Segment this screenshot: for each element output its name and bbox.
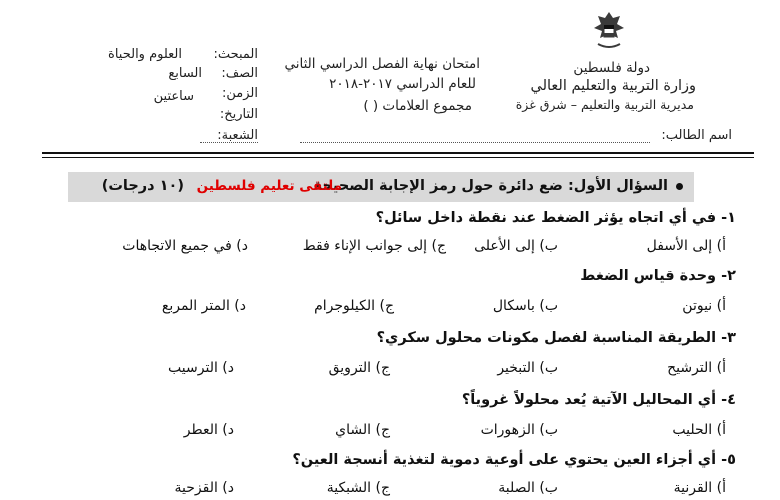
academic-year: للعام الدراسي ٢٠١٧-٢٠١٨ [329, 76, 476, 92]
grade-value: السابع [168, 66, 202, 81]
subject-label: المبحث: [213, 47, 258, 62]
option-4a[interactable]: أ) الحليب [672, 422, 726, 438]
option-5a[interactable]: أ) القرنية [673, 480, 726, 496]
option-5d[interactable]: د) القزحية [174, 480, 234, 496]
question-item-2: ٢- وحدة قياس الضغط [580, 268, 736, 284]
palestine-emblem-icon [592, 8, 626, 52]
bullet-icon [676, 183, 683, 190]
section-label: الشعبة: [217, 128, 258, 143]
watermark-text: ملتقى تعليم فلسطين [196, 178, 342, 194]
header-divider-thin [42, 157, 754, 158]
option-5b[interactable]: ب) الصلبة [498, 480, 558, 496]
section-dotted-line [200, 142, 258, 143]
directorate-name: مديرية التربية والتعليم – شرق غزة [515, 97, 694, 112]
student-name-dotted-line [300, 142, 650, 143]
question-one-title: السؤال الأول: ضع دائرة حول رمز الإجابة الصحيحة [313, 178, 668, 194]
option-1a[interactable]: أ) إلى الأسفل [646, 238, 726, 254]
question-item-5: ٥- أي أجزاء العين يحتوي على أوعية دموية لتغذية أنسجة العين؟ [292, 452, 736, 468]
exam-title: امتحان نهاية الفصل الدراسي الثاني [284, 56, 480, 72]
option-3a[interactable]: أ) الترشيح [667, 360, 726, 376]
option-2a[interactable]: أ) نيوتن [682, 298, 726, 314]
option-3d[interactable]: د) الترسيب [168, 360, 234, 376]
option-3c[interactable]: ج) الترويق [328, 360, 390, 376]
total-marks: مجموع العلامات ( ) [363, 98, 472, 114]
grade-label: الصف: [221, 66, 258, 81]
option-3b[interactable]: ب) التبخير [497, 360, 558, 376]
time-label: الزمن: [222, 86, 258, 101]
option-1d[interactable]: د) في جميع الاتجاهات [122, 238, 248, 254]
question-item-1: ١- في أي اتجاه يؤثر الضغط عند نقطة داخل سائل؟ [375, 210, 736, 226]
student-name-label: اسم الطالب: [661, 128, 732, 143]
option-1c[interactable]: ج) إلى جوانب الإناء فقط [302, 238, 446, 254]
ministry-name: وزارة التربية والتعليم العالي [530, 78, 696, 94]
state-name: دولة فلسطين [573, 60, 650, 76]
option-2b[interactable]: ب) باسكال [492, 298, 558, 314]
question-item-4: ٤- أي المحاليل الآتية يُعد محلولاً غروياً؟ [461, 392, 736, 408]
option-2c[interactable]: ج) الكيلوجرام [314, 298, 394, 314]
option-2d[interactable]: د) المتر المربع [161, 298, 246, 314]
option-4b[interactable]: ب) الزهورات [480, 422, 558, 438]
time-value: ساعتين [153, 89, 194, 104]
option-1b[interactable]: ب) إلى الأعلى [474, 238, 558, 254]
option-4c[interactable]: ج) الشاي [335, 422, 390, 438]
option-4d[interactable]: د) العطر [183, 422, 234, 438]
option-5c[interactable]: ج) الشبكية [326, 480, 390, 496]
header-divider-thick [42, 152, 754, 154]
date-label: التاريخ: [219, 107, 258, 122]
subject-value: العلوم والحياة [108, 47, 182, 62]
question-one-marks: (١٠ درجات) [101, 178, 184, 194]
question-item-3: ٣- الطريقة المناسبة لفصل مكونات محلول سكري؟ [376, 330, 736, 346]
